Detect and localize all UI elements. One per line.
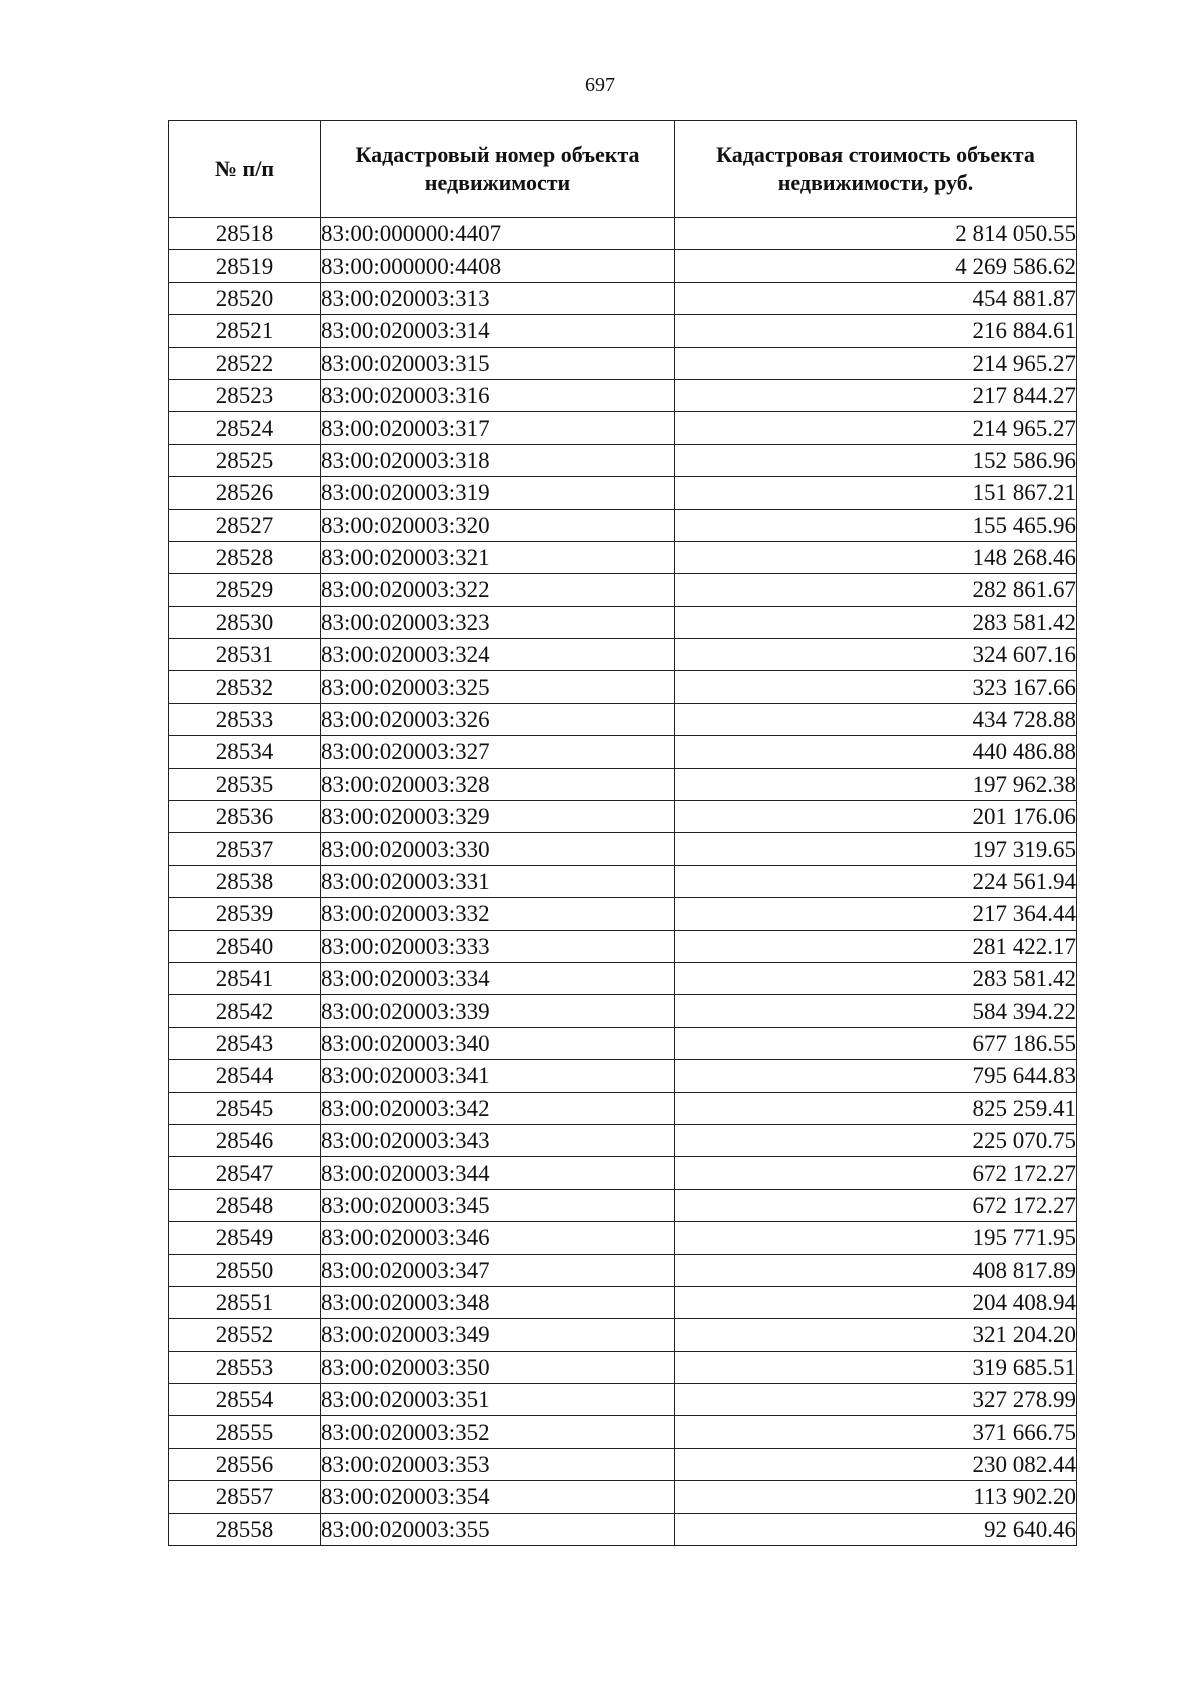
cadastral-number-cell: 83:00:020003:325 (321, 671, 675, 703)
row-number-cell: 28544 (169, 1060, 321, 1092)
table-body (169, 218, 1077, 1546)
row-number-cell: 28527 (169, 509, 321, 541)
row-number-cell: 28520 (169, 282, 321, 314)
cadastral-number-cell: 83:00:020003:314 (321, 315, 675, 347)
table-row (169, 833, 1077, 865)
table-row (169, 801, 1077, 833)
cadastral-value-cell: 327 278.99 (675, 1384, 1077, 1416)
table-row (169, 412, 1077, 444)
row-number-cell: 28535 (169, 768, 321, 800)
cadastral-number-cell: 83:00:020003:332 (321, 898, 675, 930)
row-number-cell: 28547 (169, 1157, 321, 1189)
cadastral-value-cell: 677 186.55 (675, 1027, 1077, 1059)
table-row (169, 865, 1077, 897)
row-number-cell: 28555 (169, 1416, 321, 1448)
row-number-cell: 28526 (169, 477, 321, 509)
table-row (169, 1384, 1077, 1416)
table-row (169, 1448, 1077, 1480)
table-row (169, 250, 1077, 282)
table-row (169, 574, 1077, 606)
cadastral-number-cell: 83:00:020003:334 (321, 962, 675, 994)
cadastral-value-cell: 454 881.87 (675, 282, 1077, 314)
table-row (169, 898, 1077, 930)
table-row (169, 1222, 1077, 1254)
cadastral-value-cell: 151 867.21 (675, 477, 1077, 509)
cadastral-value-cell: 408 817.89 (675, 1254, 1077, 1286)
cadastral-value-cell: 434 728.88 (675, 703, 1077, 735)
table-row (169, 1027, 1077, 1059)
table-row (169, 639, 1077, 671)
cadastral-value-cell: 319 685.51 (675, 1351, 1077, 1383)
table-row (169, 1124, 1077, 1156)
row-number-cell: 28545 (169, 1092, 321, 1124)
cadastral-number-cell: 83:00:020003:354 (321, 1481, 675, 1513)
table-row (169, 768, 1077, 800)
cadastral-value-cell: 795 644.83 (675, 1060, 1077, 1092)
table-row (169, 218, 1077, 250)
cadastral-value-cell: 155 465.96 (675, 509, 1077, 541)
cadastral-value-cell: 92 640.46 (675, 1513, 1077, 1545)
cadastral-value-cell: 201 176.06 (675, 801, 1077, 833)
cadastral-number-cell: 83:00:020003:350 (321, 1351, 675, 1383)
row-number-cell: 28538 (169, 865, 321, 897)
cadastral-number-cell: 83:00:020003:317 (321, 412, 675, 444)
row-number-cell: 28554 (169, 1384, 321, 1416)
cadastral-value-cell: 371 666.75 (675, 1416, 1077, 1448)
table-row (169, 671, 1077, 703)
cadastral-number-cell: 83:00:020003:330 (321, 833, 675, 865)
cadastral-number-cell: 83:00:020003:347 (321, 1254, 675, 1286)
row-number-cell: 28523 (169, 379, 321, 411)
table-row (169, 995, 1077, 1027)
row-number-cell: 28548 (169, 1189, 321, 1221)
cadastral-number-cell: 83:00:020003:339 (321, 995, 675, 1027)
table-row (169, 1481, 1077, 1513)
cadastral-number-cell: 83:00:020003:329 (321, 801, 675, 833)
cadastral-number-cell: 83:00:020003:340 (321, 1027, 675, 1059)
cadastral-number-cell: 83:00:020003:313 (321, 282, 675, 314)
cadastral-value-cell: 148 268.46 (675, 541, 1077, 573)
table-header-row (169, 121, 1077, 218)
cadastral-number-cell: 83:00:020003:323 (321, 606, 675, 638)
cadastral-value-cell: 197 319.65 (675, 833, 1077, 865)
table-row (169, 962, 1077, 994)
cadastral-number-cell: 83:00:020003:346 (321, 1222, 675, 1254)
row-number-cell: 28541 (169, 962, 321, 994)
table-row (169, 703, 1077, 735)
row-number-cell: 28549 (169, 1222, 321, 1254)
table-row (169, 1416, 1077, 1448)
table-row (169, 1060, 1077, 1092)
cadastral-value-cell: 584 394.22 (675, 995, 1077, 1027)
cadastral-number-cell: 83:00:020003:342 (321, 1092, 675, 1124)
cadastral-value-cell: 224 561.94 (675, 865, 1077, 897)
cadastral-value-cell: 214 965.27 (675, 412, 1077, 444)
cadastral-number-cell: 83:00:020003:331 (321, 865, 675, 897)
cadastral-number-cell: 83:00:020003:319 (321, 477, 675, 509)
row-number-cell: 28552 (169, 1319, 321, 1351)
cadastral-value-cell: 4 269 586.62 (675, 250, 1077, 282)
cadastral-number-cell: 83:00:020003:348 (321, 1286, 675, 1318)
cadastral-value-cell: 217 364.44 (675, 898, 1077, 930)
cadastral-value-cell: 217 844.27 (675, 379, 1077, 411)
row-number-cell: 28528 (169, 541, 321, 573)
cadastral-value-cell: 283 581.42 (675, 606, 1077, 638)
cadastral-number-cell: 83:00:020003:353 (321, 1448, 675, 1480)
row-number-cell: 28536 (169, 801, 321, 833)
cadastral-value-cell: 197 962.38 (675, 768, 1077, 800)
cadastral-number-cell: 83:00:020003:343 (321, 1124, 675, 1156)
row-number-cell: 28539 (169, 898, 321, 930)
cadastral-value-cell: 225 070.75 (675, 1124, 1077, 1156)
cadastral-value-cell: 152 586.96 (675, 444, 1077, 476)
row-number-cell: 28543 (169, 1027, 321, 1059)
row-number-cell: 28519 (169, 250, 321, 282)
table-row (169, 1513, 1077, 1545)
cadastral-number-cell: 83:00:020003:326 (321, 703, 675, 735)
cadastral-number-cell: 83:00:020003:322 (321, 574, 675, 606)
cadastral-number-cell: 83:00:020003:341 (321, 1060, 675, 1092)
cadastral-value-cell: 321 204.20 (675, 1319, 1077, 1351)
cadastral-number-cell: 83:00:020003:321 (321, 541, 675, 573)
header-cadastral-value: Кадастровая стоимость объекта недвижимости, руб. (675, 121, 1077, 218)
row-number-cell: 28550 (169, 1254, 321, 1286)
cadastral-number-cell: 83:00:020003:351 (321, 1384, 675, 1416)
cadastral-number-cell: 83:00:000000:4408 (321, 250, 675, 282)
cadastral-value-cell: 195 771.95 (675, 1222, 1077, 1254)
cadastral-number-cell: 83:00:020003:352 (321, 1416, 675, 1448)
cadastral-number-cell: 83:00:020003:316 (321, 379, 675, 411)
table-row (169, 736, 1077, 768)
row-number-cell: 28551 (169, 1286, 321, 1318)
row-number-cell: 28542 (169, 995, 321, 1027)
row-number-cell: 28525 (169, 444, 321, 476)
cadastral-value-cell: 2 814 050.55 (675, 218, 1077, 250)
header-cadastral-number: Кадастровый номер объекта недвижимости (321, 121, 675, 218)
cadastral-value-cell: 672 172.27 (675, 1157, 1077, 1189)
cadastral-number-cell: 83:00:020003:349 (321, 1319, 675, 1351)
table-row (169, 1157, 1077, 1189)
cadastral-number-cell: 83:00:020003:320 (321, 509, 675, 541)
table-row (169, 1319, 1077, 1351)
row-number-cell: 28522 (169, 347, 321, 379)
row-number-cell: 28537 (169, 833, 321, 865)
row-number-cell: 28530 (169, 606, 321, 638)
cadastral-value-cell: 216 884.61 (675, 315, 1077, 347)
table-row (169, 1254, 1077, 1286)
row-number-cell: 28532 (169, 671, 321, 703)
cadastral-number-cell: 83:00:020003:344 (321, 1157, 675, 1189)
cadastral-value-cell: 204 408.94 (675, 1286, 1077, 1318)
table-row (169, 347, 1077, 379)
cadastral-value-cell: 283 581.42 (675, 962, 1077, 994)
row-number-cell: 28521 (169, 315, 321, 347)
row-number-cell: 28558 (169, 1513, 321, 1545)
table-row (169, 282, 1077, 314)
row-number-cell: 28556 (169, 1448, 321, 1480)
cadastral-number-cell: 83:00:020003:355 (321, 1513, 675, 1545)
row-number-cell: 28534 (169, 736, 321, 768)
row-number-cell: 28540 (169, 930, 321, 962)
table-row (169, 930, 1077, 962)
table-row (169, 509, 1077, 541)
cadastral-value-table (168, 120, 1077, 1546)
row-number-cell: 28557 (169, 1481, 321, 1513)
cadastral-number-cell: 83:00:020003:315 (321, 347, 675, 379)
table-row (169, 1351, 1077, 1383)
table-row (169, 1092, 1077, 1124)
row-number-cell: 28518 (169, 218, 321, 250)
cadastral-number-cell: 83:00:020003:318 (321, 444, 675, 476)
cadastral-value-cell: 230 082.44 (675, 1448, 1077, 1480)
cadastral-value-cell: 440 486.88 (675, 736, 1077, 768)
cadastral-value-cell: 825 259.41 (675, 1092, 1077, 1124)
page-number: 697 (585, 74, 615, 96)
table-row (169, 379, 1077, 411)
cadastral-value-cell: 324 607.16 (675, 639, 1077, 671)
cadastral-number-cell: 83:00:020003:333 (321, 930, 675, 962)
cadastral-value-cell: 323 167.66 (675, 671, 1077, 703)
cadastral-number-cell: 83:00:020003:345 (321, 1189, 675, 1221)
row-number-cell: 28533 (169, 703, 321, 735)
cadastral-value-cell: 113 902.20 (675, 1481, 1077, 1513)
row-number-cell: 28553 (169, 1351, 321, 1383)
cadastral-number-cell: 83:00:020003:328 (321, 768, 675, 800)
row-number-cell: 28546 (169, 1124, 321, 1156)
table-row (169, 1189, 1077, 1221)
cadastral-number-cell: 83:00:020003:324 (321, 639, 675, 671)
cadastral-value-cell: 282 861.67 (675, 574, 1077, 606)
table-row (169, 444, 1077, 476)
header-row-number: № п/п (169, 121, 321, 218)
table-row (169, 606, 1077, 638)
cadastral-number-cell: 83:00:020003:327 (321, 736, 675, 768)
cadastral-value-cell: 214 965.27 (675, 347, 1077, 379)
cadastral-value-cell: 672 172.27 (675, 1189, 1077, 1221)
row-number-cell: 28529 (169, 574, 321, 606)
row-number-cell: 28531 (169, 639, 321, 671)
table-row (169, 1286, 1077, 1318)
cadastral-number-cell: 83:00:000000:4407 (321, 218, 675, 250)
row-number-cell: 28524 (169, 412, 321, 444)
table-row (169, 477, 1077, 509)
table-row (169, 541, 1077, 573)
cadastral-value-cell: 281 422.17 (675, 930, 1077, 962)
table-row (169, 315, 1077, 347)
